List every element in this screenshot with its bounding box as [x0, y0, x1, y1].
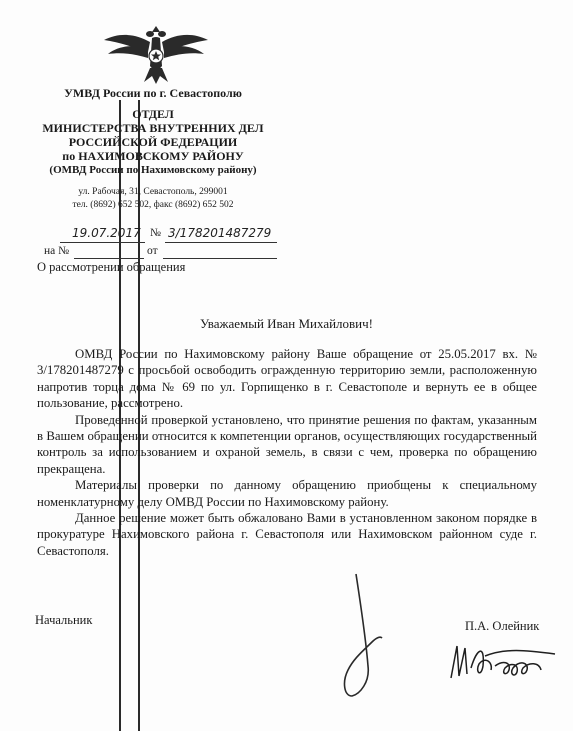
department-phones: тел. (8692) 652 502, факс (8692) 652 502 — [72, 200, 234, 210]
letter-number: 3/178201487279 — [168, 226, 272, 240]
department-address: ул. Рабочая, 31, Севастополь, 299001 — [78, 187, 228, 197]
body-paragraph: Данное решение может быть обжаловано Вами в установленном законом порядке в прокуратуре Нахимовского района г. Севастополя или Нахимовском районном суде г. Севастополя. — [37, 511, 537, 558]
body-paragraph: Материалы проверки по данному обращению приобщены к специальному номенклатурному делу ОМВД России по Нахимовскому району. — [37, 478, 537, 509]
signature-stroke — [330, 570, 390, 710]
department-title-line1: ОТДЕЛ — [132, 107, 174, 121]
letter-date: 19.07.2017 — [72, 226, 141, 240]
eagle-emblem-icon — [100, 18, 212, 88]
department-title-line5: (ОМВД России по Нахимовскому району) — [49, 164, 257, 176]
signature-handwritten — [445, 638, 565, 688]
letter-subject: О рассмотрении обращения — [37, 260, 186, 274]
number-underline — [165, 242, 277, 243]
signatory-name: П.А. Олейник — [465, 619, 540, 633]
signatory-title: Начальник — [35, 613, 93, 627]
letter-body — [37, 346, 537, 559]
body-paragraph: Проведенной проверкой установлено, что принятие решения по фактам, указанным в Вашем обращении относится к компетенции органов, осуществляющих государственный контроль за использованием и охраной земель, в связи с чем, проверка по обращению прекращена. — [37, 412, 537, 476]
department-title-line2: МИНИСТЕРСТВА ВНУТРЕННИХ ДЕЛ — [42, 121, 264, 135]
number-label: № — [150, 227, 161, 239]
department-title-line3: РОССИЙСКОЙ ФЕДЕРАЦИИ — [68, 135, 238, 149]
date-underline — [60, 242, 145, 243]
body-paragraph: ОМВД России по Нахимовскому району Ваше обращение от 25.05.2017 вх. № 3/178201487279 с просьбой освободить огражденную территорию земли, расположенную напротив торца дома № 69 по ул. Горпищенко в г. Севастополе и вернуть ее в общее пользование, рассмотрено. — [37, 347, 537, 411]
department-title-line4: по НАХИМОВСКОМУ РАЙОНУ — [62, 149, 244, 163]
from-underline — [163, 258, 277, 259]
in-reply-to-label: на № — [44, 245, 70, 257]
greeting: Уважаемый Иван Михайлович! — [199, 316, 374, 331]
from-label: от — [147, 245, 158, 257]
agency-name: УМВД России по г. Севастополю — [64, 86, 242, 100]
in-reply-to-underline — [74, 258, 144, 259]
